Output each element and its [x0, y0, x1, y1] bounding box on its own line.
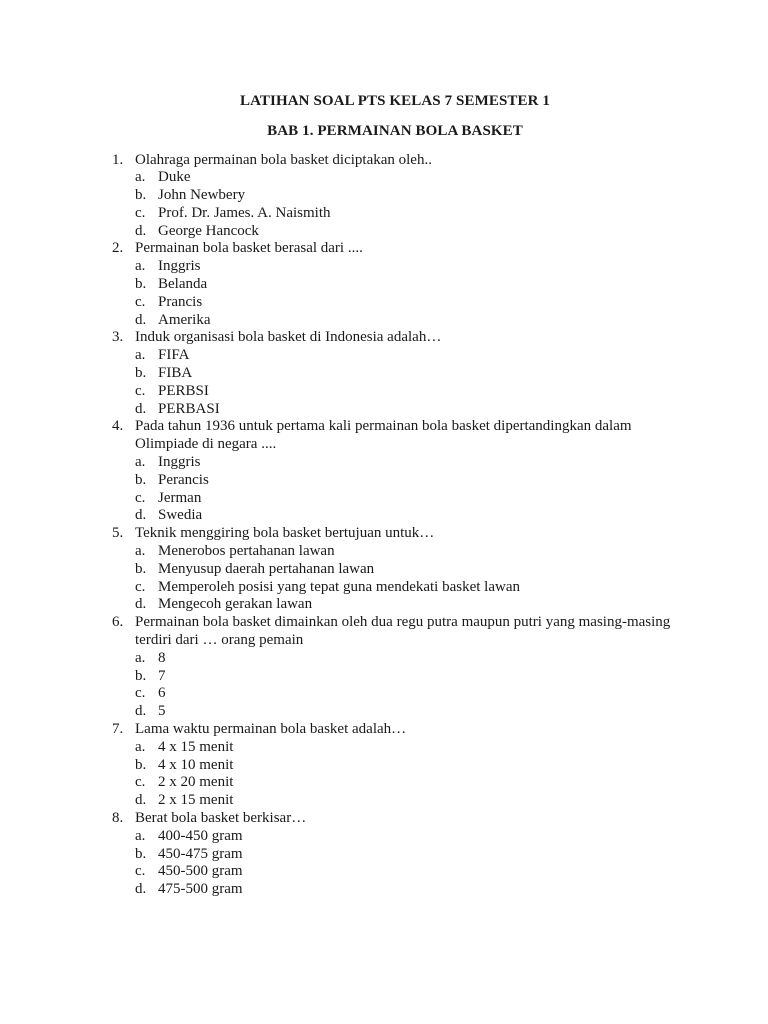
answer-option: [135, 863, 672, 881]
option-text: Duke: [158, 169, 191, 186]
option-letter: a.: [135, 649, 146, 666]
question-item: [112, 810, 672, 899]
question-text: Teknik menggiring bola basket bertujuan untuk…: [135, 525, 435, 542]
option-text: Menerobos pertahanan lawan: [158, 543, 335, 560]
question-number: 4.: [112, 418, 124, 435]
question-number: 5.: [112, 525, 124, 542]
option-text: Prof. Dr. James. A. Naismith: [158, 204, 331, 221]
answer-option: [135, 685, 672, 703]
option-text: PERBSI: [158, 382, 209, 399]
option-letter: c.: [135, 685, 146, 702]
question-number: 3.: [112, 329, 124, 346]
question-text: Induk organisasi bola basket di Indonesia adalah…: [135, 329, 442, 346]
answer-option: [135, 258, 672, 276]
question-text: Olahraga permainan bola basket diciptakan oleh..: [135, 151, 432, 168]
answer-option: [135, 792, 672, 810]
question-text: Permainan bola basket dimainkan oleh dua regu putra maupun putri yang masing-masing terdiri dari … orang pemain: [135, 614, 671, 649]
option-text: John Newbery: [158, 187, 246, 204]
option-letter: c.: [135, 204, 146, 221]
answer-options: [135, 454, 672, 525]
option-text: 400-450 gram: [158, 827, 243, 844]
answer-options: [135, 347, 672, 418]
option-letter: b.: [135, 365, 147, 382]
option-text: George Hancock: [158, 222, 259, 239]
option-letter: d.: [135, 311, 147, 328]
option-letter: a.: [135, 827, 146, 844]
option-letter: d.: [135, 881, 147, 898]
answer-option: [135, 454, 672, 472]
option-letter: c.: [135, 293, 146, 310]
question-item: [112, 240, 672, 329]
option-text: Jerman: [158, 489, 202, 506]
answer-options: [135, 828, 672, 899]
option-text: 4 x 15 menit: [158, 738, 234, 755]
answer-options: [135, 258, 672, 329]
answer-options: [135, 169, 672, 240]
option-letter: c.: [135, 774, 146, 791]
answer-option: [135, 543, 672, 561]
option-text: Perancis: [158, 471, 209, 488]
option-text: Inggris: [158, 454, 201, 471]
option-letter: c.: [135, 863, 146, 880]
question-item: [112, 614, 672, 721]
answer-option: [135, 561, 672, 579]
option-letter: b.: [135, 845, 147, 862]
answer-option: [135, 294, 672, 312]
answer-option: [135, 347, 672, 365]
option-text: 450-500 gram: [158, 863, 243, 880]
answer-option: [135, 881, 672, 899]
option-text: Inggris: [158, 258, 201, 275]
answer-option: [135, 579, 672, 597]
answer-option: [135, 169, 672, 187]
option-letter: a.: [135, 454, 146, 471]
answer-options: [135, 650, 672, 721]
question-text: Permainan bola basket berasal dari ....: [135, 240, 363, 257]
option-text: Memperoleh posisi yang tepat guna mendekati basket lawan: [158, 578, 520, 595]
option-letter: a.: [135, 738, 146, 755]
question-text: Lama waktu permainan bola basket adalah…: [135, 721, 407, 737]
question-list: [112, 152, 672, 899]
option-letter: b.: [135, 471, 147, 488]
option-text: Prancis: [158, 293, 203, 310]
option-text: FIBA: [158, 365, 193, 382]
option-text: 6: [158, 685, 166, 702]
answer-option: [135, 507, 672, 525]
answer-option: [135, 650, 672, 668]
answer-option: [135, 757, 672, 775]
chapter-title: BAB 1. PERMAINAN BOLA BASKET: [267, 123, 523, 139]
option-letter: d.: [135, 596, 147, 613]
answer-options: [135, 543, 672, 614]
question-number: 8.: [112, 809, 124, 826]
question-number: 6.: [112, 614, 124, 631]
answer-option: [135, 596, 672, 614]
option-letter: a.: [135, 169, 146, 186]
option-letter: d.: [135, 703, 147, 720]
option-letter: c.: [135, 382, 146, 399]
option-text: Swedia: [158, 507, 203, 524]
option-text: Belanda: [158, 276, 208, 293]
question-number: 2.: [112, 240, 124, 257]
option-text: Mengecoh gerakan lawan: [158, 596, 313, 613]
answer-option: [135, 472, 672, 490]
option-letter: b.: [135, 756, 147, 773]
question-item: [112, 418, 672, 525]
answer-option: [135, 312, 672, 330]
question-text: Berat bola basket berkisar…: [135, 809, 307, 826]
option-letter: a.: [135, 543, 146, 560]
answer-option: [135, 739, 672, 757]
question-item: [112, 329, 672, 418]
option-text: 8: [158, 649, 166, 666]
question-item: [112, 525, 672, 614]
answer-option: [135, 383, 672, 401]
option-text: 5: [158, 703, 166, 720]
option-letter: d.: [135, 400, 147, 417]
answer-option: [135, 401, 672, 419]
answer-option: [135, 490, 672, 508]
option-text: FIFA: [158, 347, 190, 364]
option-letter: a.: [135, 258, 146, 275]
question-text: Pada tahun 1936 untuk pertama kali permainan bola basket dipertandingkan dalam Olimpiade di negara ....: [135, 418, 632, 453]
option-text: 7: [158, 667, 166, 684]
answer-option: [135, 846, 672, 864]
answer-option: [135, 828, 672, 846]
answer-option: [135, 223, 672, 241]
answer-option: [135, 365, 672, 383]
question-item: [112, 152, 672, 241]
option-letter: d.: [135, 507, 147, 524]
option-text: 475-500 gram: [158, 881, 243, 898]
option-text: Menyusup daerah pertahanan lawan: [158, 560, 375, 577]
option-letter: b.: [135, 667, 147, 684]
answer-option: [135, 276, 672, 294]
option-text: 450-475 gram: [158, 845, 243, 862]
option-text: Amerika: [158, 311, 211, 328]
question-number: 7.: [112, 721, 124, 737]
option-text: 2 x 20 menit: [158, 774, 234, 791]
answer-option: [135, 205, 672, 223]
answer-options: [135, 739, 672, 810]
option-letter: d.: [135, 792, 147, 809]
option-letter: c.: [135, 578, 146, 595]
option-letter: b.: [135, 560, 147, 577]
option-text: PERBASI: [158, 400, 220, 417]
answer-option: [135, 774, 672, 792]
question-item: [112, 721, 672, 810]
answer-option: [135, 187, 672, 205]
answer-option: [135, 703, 672, 721]
question-number: 1.: [112, 151, 124, 168]
option-letter: b.: [135, 187, 147, 204]
option-letter: b.: [135, 276, 147, 293]
option-letter: a.: [135, 347, 146, 364]
option-letter: c.: [135, 489, 146, 506]
document-title: LATIHAN SOAL PTS KELAS 7 SEMESTER 1: [240, 93, 550, 109]
answer-option: [135, 668, 672, 686]
option-text: 4 x 10 menit: [158, 756, 234, 773]
option-text: 2 x 15 menit: [158, 792, 234, 809]
option-letter: d.: [135, 222, 147, 239]
